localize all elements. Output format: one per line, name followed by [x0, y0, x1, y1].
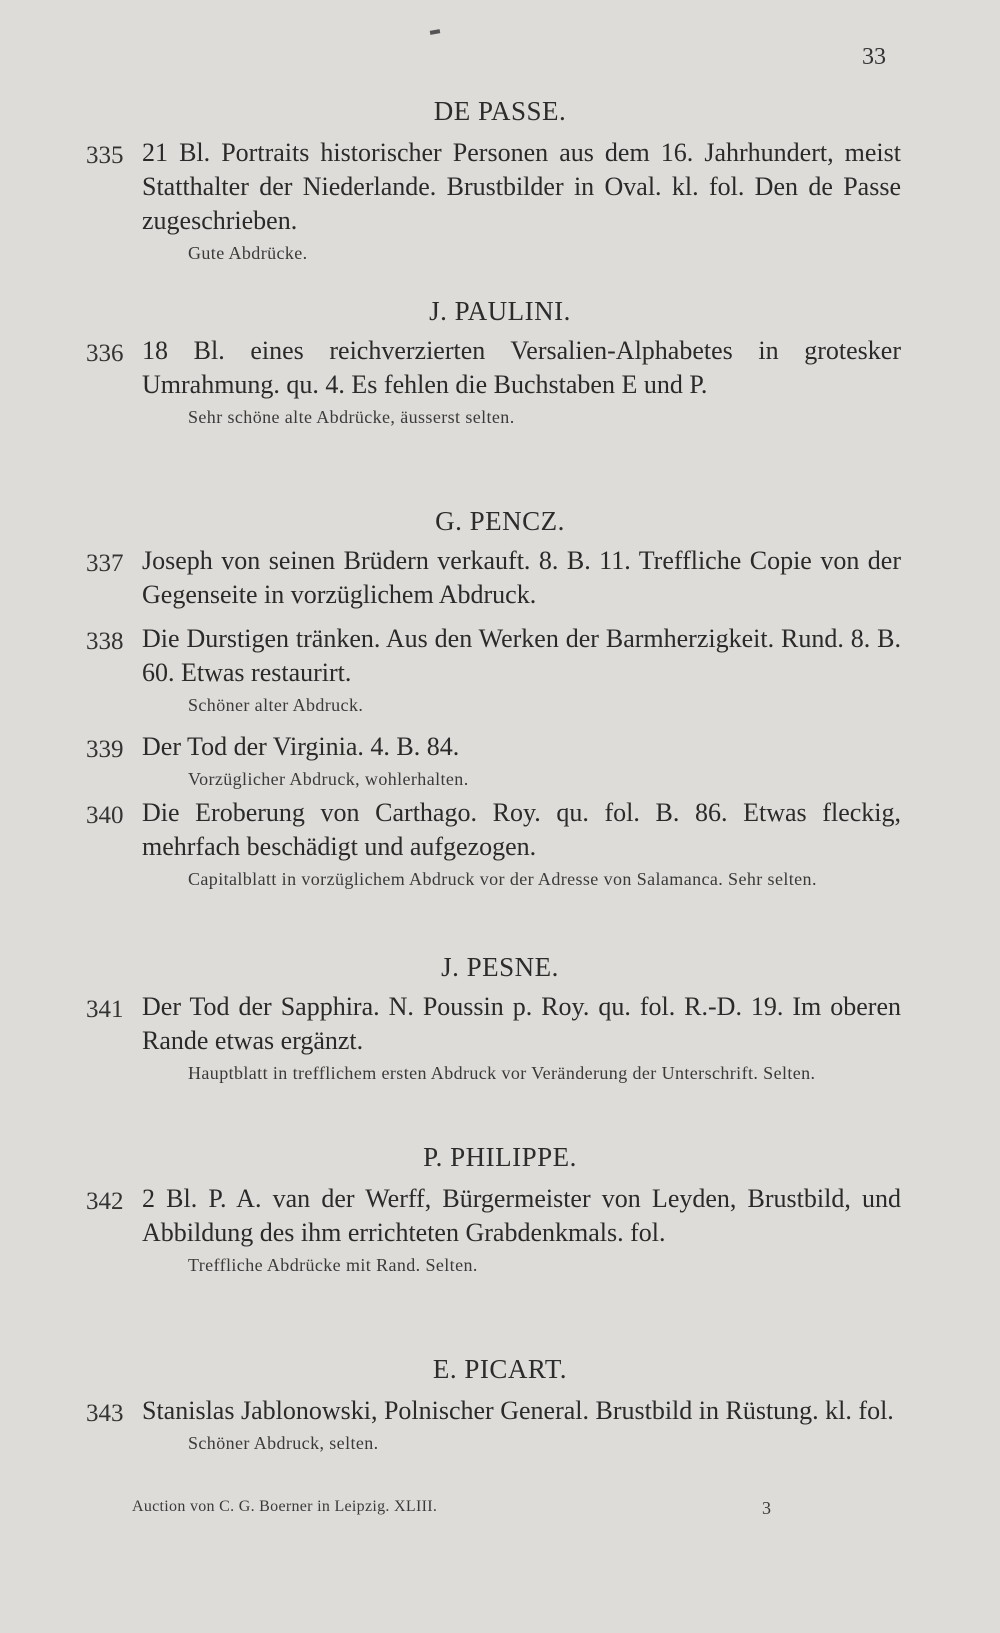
entry-note: Vorzüglicher Abdruck, wohlerhalten.: [188, 769, 469, 789]
catalog-entry-337: [86, 544, 901, 612]
catalog-entry-342: [86, 1182, 901, 1278]
entry-number: 337: [86, 550, 124, 577]
entry-description: Der Tod der Sapphira. N. Poussin p. Roy. qu. fol. R.-D. 19. Im oberen Rande etwas ergänzt.: [142, 992, 901, 1055]
section-heading-picart: E. PICART.: [432, 1354, 568, 1384]
entry-number: 338: [86, 628, 124, 655]
entry-number: 343: [86, 1400, 124, 1427]
entry-number: 339: [86, 736, 124, 763]
catalog-entry-341: [86, 990, 901, 1086]
section-heading-pesne: J. PESNE.: [441, 952, 559, 982]
entry-number: 335: [86, 142, 124, 169]
entry-description: Der Tod der Virginia. 4. B. 84.: [142, 732, 460, 761]
entry-note: Sehr schöne alte Abdrücke, äusserst selten.: [188, 407, 515, 427]
section-heading-paulini: J. PAULINI.: [429, 296, 571, 326]
entry-number: 340: [86, 802, 124, 829]
entry-note: Treffliche Abdrücke mit Rand. Selten.: [188, 1255, 478, 1275]
entry-note: Schöner alter Abdruck.: [188, 695, 364, 715]
catalog-entry-335: [86, 136, 901, 266]
entry-number: 342: [86, 1188, 124, 1215]
catalog-entry-338: [86, 622, 901, 718]
section-heading-philippe: P. PHILIPPE.: [423, 1142, 577, 1172]
section-heading-pencz: G. PENCZ.: [435, 506, 565, 536]
catalog-entry-336: [86, 334, 901, 430]
entry-description: 21 Bl. Portraits historischer Personen aus dem 16. Jahrhundert, meist Statthalter der Niederlande. Brustbilder in Oval. kl. fol. Den de Passe zugeschrieben.: [142, 138, 901, 235]
page-footer: [132, 1498, 892, 1516]
entry-note: Capitalblatt in vorzüglichem Abdruck vor der Adresse von Salamanca. Sehr selten.: [188, 869, 817, 889]
entry-description: Stanislas Jablonowski, Polnischer General. Brustbild in Rüstung. kl. fol.: [142, 1396, 894, 1425]
entry-description: Die Durstigen tränken. Aus den Werken der Barmherzigkeit. Rund. 8. B. 60. Etwas restaurirt.: [142, 624, 901, 687]
catalog-entry-340: [86, 796, 901, 892]
signature-mark: 3: [762, 1498, 772, 1518]
entry-note: Gute Abdrücke.: [188, 243, 308, 263]
entry-number: 336: [86, 340, 124, 367]
entry-note: Schöner Abdruck, selten.: [188, 1433, 379, 1453]
entry-number: 341: [86, 996, 124, 1023]
catalog-entry-339: [86, 730, 901, 792]
catalog-entry-343: [86, 1394, 901, 1456]
entry-description: 18 Bl. eines reichverzierten Versalien-Alphabetes in grotesker Umrahmung. qu. 4. Es fehlen die Buchstaben E und P.: [142, 336, 901, 399]
page-number: 33: [862, 44, 886, 70]
entry-description: Die Eroberung von Carthago. Roy. qu. fol. B. 86. Etwas fleckig, mehrfach beschädigt und aufgezogen.: [142, 798, 901, 861]
entry-description: Joseph von seinen Brüdern verkauft. 8. B. 11. Treffliche Copie von der Gegenseite in vorzüglichem Abdruck.: [142, 546, 901, 609]
entry-note: Hauptblatt in trefflichem ersten Abdruck vor Veränderung der Unterschrift. Selten.: [188, 1063, 816, 1083]
section-heading-de-passe: DE PASSE.: [433, 96, 567, 126]
entry-description: 2 Bl. P. A. van der Werff, Bürgermeister von Leyden, Brustbild, und Abbildung des ihm errichteten Grabdenkmals. fol.: [142, 1184, 901, 1247]
print-mark: [430, 29, 441, 35]
footer-imprint: Auction von C. G. Boerner in Leipzig. XLIII.: [132, 1498, 438, 1515]
